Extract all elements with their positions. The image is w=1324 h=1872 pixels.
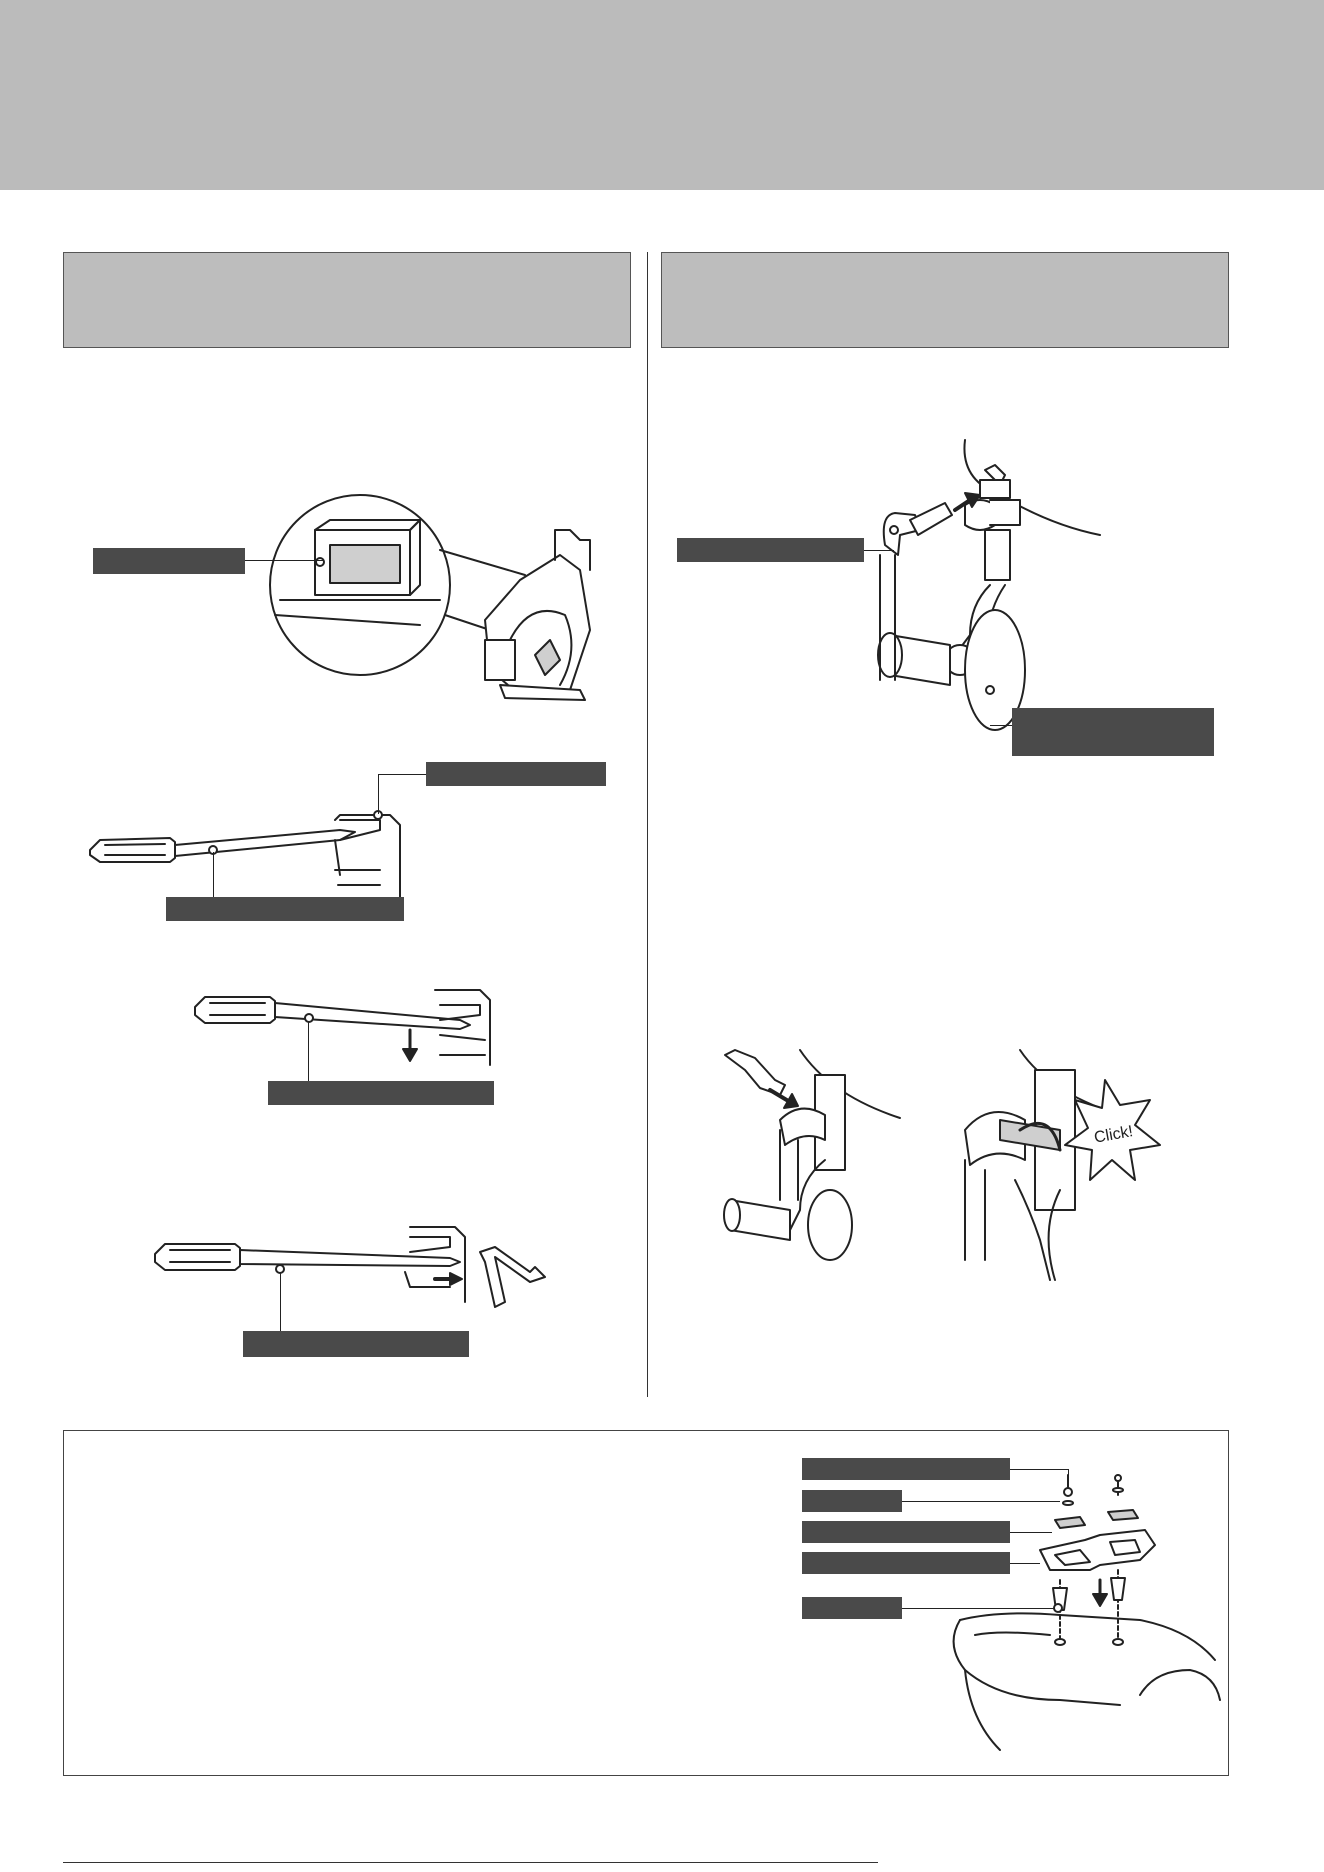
leader-screwdriver-3: [280, 1272, 281, 1331]
label-screwdriver-1: [166, 897, 404, 921]
clip-insertion-illustration: [720, 1040, 1200, 1280]
leader-screwdriver-2: [308, 1021, 309, 1081]
footer-rule: [63, 1862, 878, 1863]
leader-hose: [864, 550, 894, 551]
leader-clip-tab-v: [378, 774, 379, 814]
label-part-2: [802, 1490, 902, 1512]
leader-clip-tab-h: [378, 774, 426, 775]
label-valve: [1012, 708, 1214, 756]
valve-clip-illustration: [270, 490, 620, 730]
label-part-5: [802, 1597, 902, 1619]
screwdriver-step-2: [190, 985, 500, 1085]
label-hose: [677, 538, 864, 562]
leader-screwdriver-1: [213, 852, 214, 897]
mounting-assembly-illustration: [940, 1470, 1220, 1750]
right-section-header: [661, 252, 1229, 348]
top-banner: [0, 0, 1324, 190]
screwdriver-step-1: [80, 800, 410, 900]
label-clip-tab: [426, 762, 606, 786]
label-screwdriver-2: [268, 1081, 494, 1105]
screwdriver-step-3: [150, 1222, 560, 1322]
label-screwdriver-3: [243, 1331, 469, 1357]
column-divider: [647, 252, 648, 1397]
label-clip-detail: [93, 548, 245, 574]
left-section-header: [63, 252, 631, 348]
click-label: Click!: [1092, 1123, 1135, 1147]
leader-valve: [990, 725, 1012, 726]
leader-clip-detail: [245, 560, 323, 561]
